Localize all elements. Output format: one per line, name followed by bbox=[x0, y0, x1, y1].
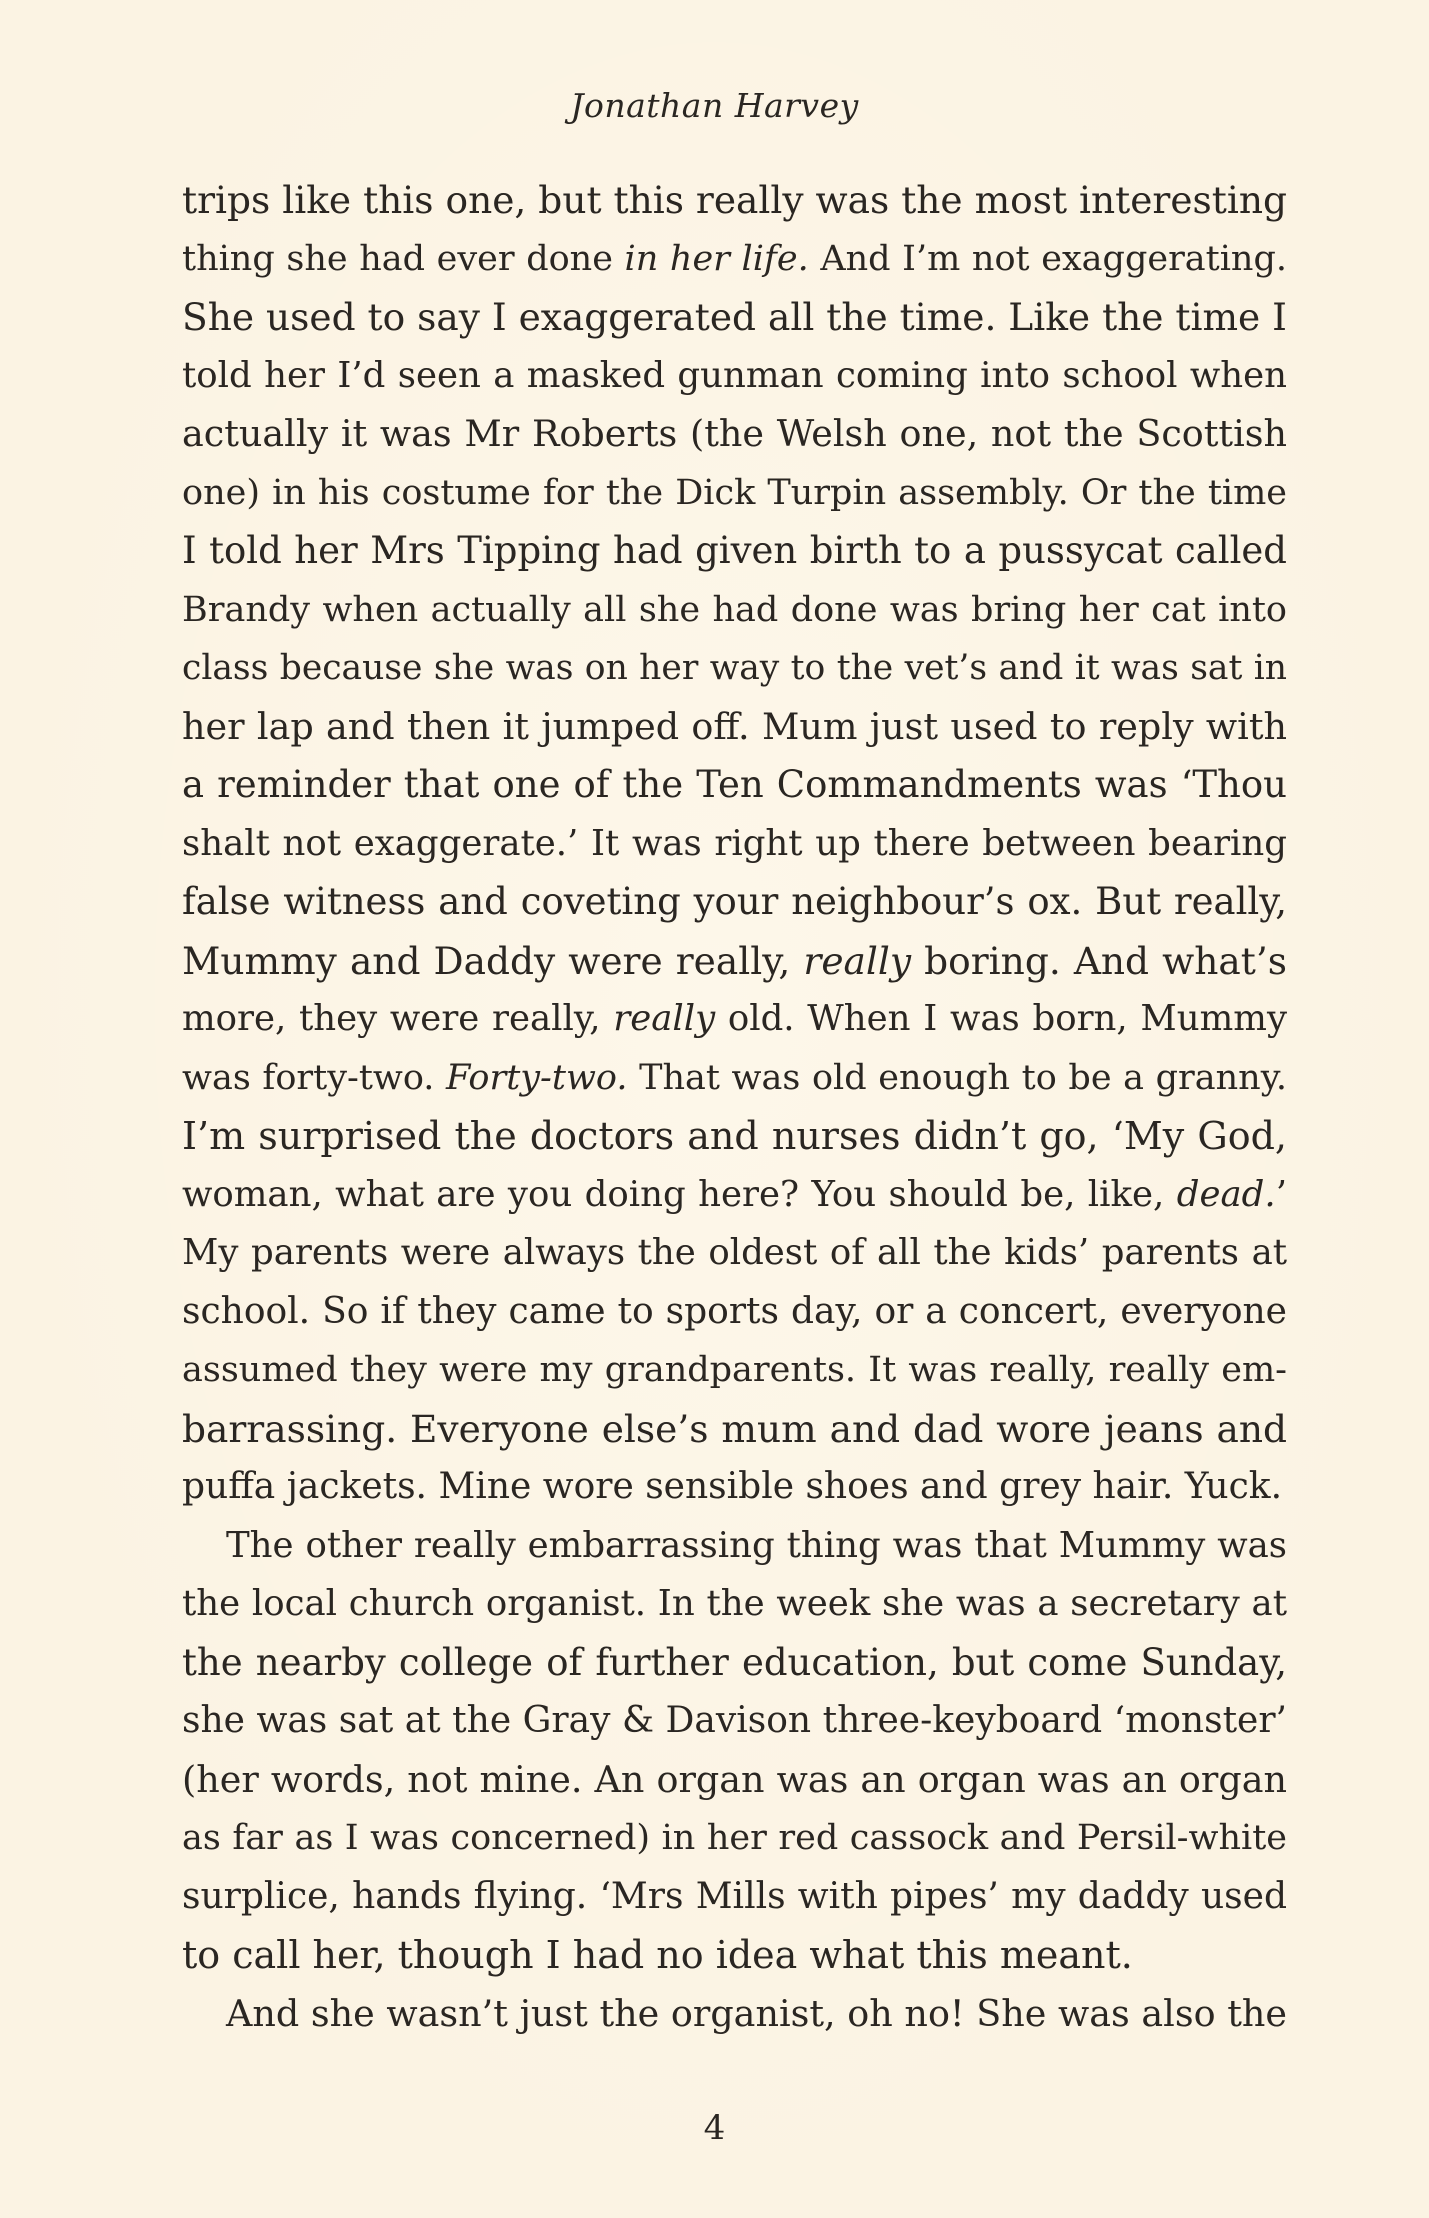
text-segment: the local church organist. In the week she was a secretary at bbox=[182, 1583, 1287, 1624]
text-line bbox=[182, 288, 1287, 347]
text-segment: Mummy and Daddy were really, bbox=[182, 938, 804, 983]
text-segment: a reminder that one of the Ten Commandments was ‘Thou bbox=[182, 763, 1287, 806]
text-line bbox=[182, 756, 1287, 815]
text-line bbox=[182, 1692, 1287, 1751]
text-line bbox=[182, 1575, 1287, 1634]
text-line bbox=[182, 639, 1287, 698]
text-segment: My parents were always the oldest of all the kids’ parents at bbox=[182, 1232, 1287, 1273]
text-line bbox=[182, 1341, 1287, 1400]
text-line bbox=[182, 1868, 1287, 1927]
text-line bbox=[182, 1400, 1287, 1459]
text-segment: shalt not exaggerate.’ It was right up there between bearing bbox=[182, 822, 1287, 864]
text-segment: more, they were really, bbox=[182, 998, 614, 1039]
text-segment: false witness and coveting your neighbour’s ox. But really, bbox=[182, 880, 1287, 923]
body-text bbox=[182, 171, 1287, 2043]
text-segment: to call her, though I had no idea what this meant. bbox=[182, 1933, 1133, 1977]
text-line bbox=[182, 1751, 1287, 1810]
text-segment: I told her Mrs Tipping had given birth to a pussycat called bbox=[182, 529, 1287, 572]
text-segment: boring. And what’s bbox=[911, 938, 1287, 983]
italic-text: really bbox=[803, 938, 912, 983]
text-segment: class because she was on her way to the vet’s and it was sat in bbox=[182, 648, 1287, 688]
text-segment: And she wasn’t just the organist, oh no! She was also the bbox=[226, 1991, 1287, 2035]
text-line bbox=[182, 1107, 1287, 1166]
italic-text: in her life. bbox=[624, 238, 809, 279]
text-segment: She used to say I exaggerated all the time. Like the time I bbox=[182, 295, 1287, 339]
text-line bbox=[182, 464, 1287, 523]
text-segment: told her I’d seen a masked gunman coming into school when bbox=[182, 354, 1287, 396]
text-segment: ’ bbox=[1275, 1173, 1287, 1215]
text-segment: Brandy when actually all she had done was bring her cat into bbox=[182, 589, 1287, 630]
text-segment: one) in his costume for the Dick Turpin assembly. Or the time bbox=[182, 472, 1287, 513]
text-line bbox=[182, 990, 1287, 1049]
text-segment: school. So if they came to sports day, or a concert, everyone bbox=[182, 1290, 1287, 1332]
text-line bbox=[182, 1283, 1287, 1342]
text-segment: And I’m not exaggerating. bbox=[808, 238, 1287, 279]
text-segment: barrassing. Everyone else’s mum and dad wore jeans and bbox=[182, 1406, 1287, 1451]
text-line bbox=[182, 230, 1287, 289]
text-line bbox=[182, 1458, 1287, 1517]
text-line bbox=[182, 1166, 1287, 1225]
text-line bbox=[182, 1809, 1287, 1868]
text-segment: puffa jackets. Mine wore sensible shoes and grey hair. Yuck. bbox=[182, 1466, 1283, 1507]
text-segment: woman, what are you doing here? You should be, like, bbox=[182, 1173, 1177, 1215]
text-line bbox=[182, 873, 1287, 932]
text-line bbox=[182, 1517, 1287, 1576]
text-segment: assumed they were my grandparents. It was really, really em- bbox=[182, 1350, 1287, 1390]
text-line bbox=[182, 405, 1287, 464]
italic-text: really bbox=[613, 998, 716, 1039]
running-head: Jonathan Harvey bbox=[570, 86, 859, 125]
text-segment: I’m surprised the doctors and nurses didn’t go, ‘My God, bbox=[182, 1114, 1287, 1158]
text-line bbox=[182, 347, 1287, 406]
text-segment: old. When I was born, Mummy bbox=[715, 998, 1287, 1039]
page-number: 4 bbox=[703, 2108, 726, 2148]
text-segment: was forty-two. bbox=[182, 1057, 447, 1098]
text-line bbox=[182, 815, 1287, 874]
text-segment: she was sat at the Gray & Davison three-keyboard ‘monster’ bbox=[182, 1700, 1287, 1741]
text-segment: That was old enough to be a granny. bbox=[627, 1057, 1287, 1098]
text-line bbox=[182, 698, 1287, 757]
text-segment: The other really embarrassing thing was that Mummy was bbox=[226, 1524, 1287, 1566]
text-line bbox=[182, 171, 1287, 230]
italic-text: dead. bbox=[1176, 1173, 1276, 1215]
text-line bbox=[182, 1985, 1287, 2044]
text-line bbox=[182, 522, 1287, 581]
text-segment: her lap and then it jumped off. Mum just used to reply with bbox=[182, 704, 1287, 748]
text-segment: (her words, not mine. An organ was an organ was an organ bbox=[182, 1757, 1287, 1801]
text-segment: surplice, hands flying. ‘Mrs Mills with pipes’ my daddy used bbox=[182, 1875, 1287, 1917]
text-segment: actually it was Mr Roberts (the Welsh one, not the Scottish bbox=[182, 412, 1287, 455]
text-segment: as far as I was concerned) in her red cassock and Persil-white bbox=[182, 1818, 1287, 1858]
text-line bbox=[182, 581, 1287, 640]
text-line bbox=[182, 1926, 1287, 1985]
text-segment: thing she had ever done bbox=[182, 238, 625, 279]
text-segment: the nearby college of further education, but come Sunday, bbox=[182, 1640, 1287, 1684]
text-segment: trips like this one, but this really was the most interesting bbox=[182, 178, 1287, 222]
text-line bbox=[182, 1049, 1287, 1108]
text-line bbox=[182, 932, 1287, 991]
text-line bbox=[182, 1634, 1287, 1693]
text-line bbox=[182, 1224, 1287, 1283]
italic-text: Forty-two. bbox=[446, 1057, 628, 1098]
